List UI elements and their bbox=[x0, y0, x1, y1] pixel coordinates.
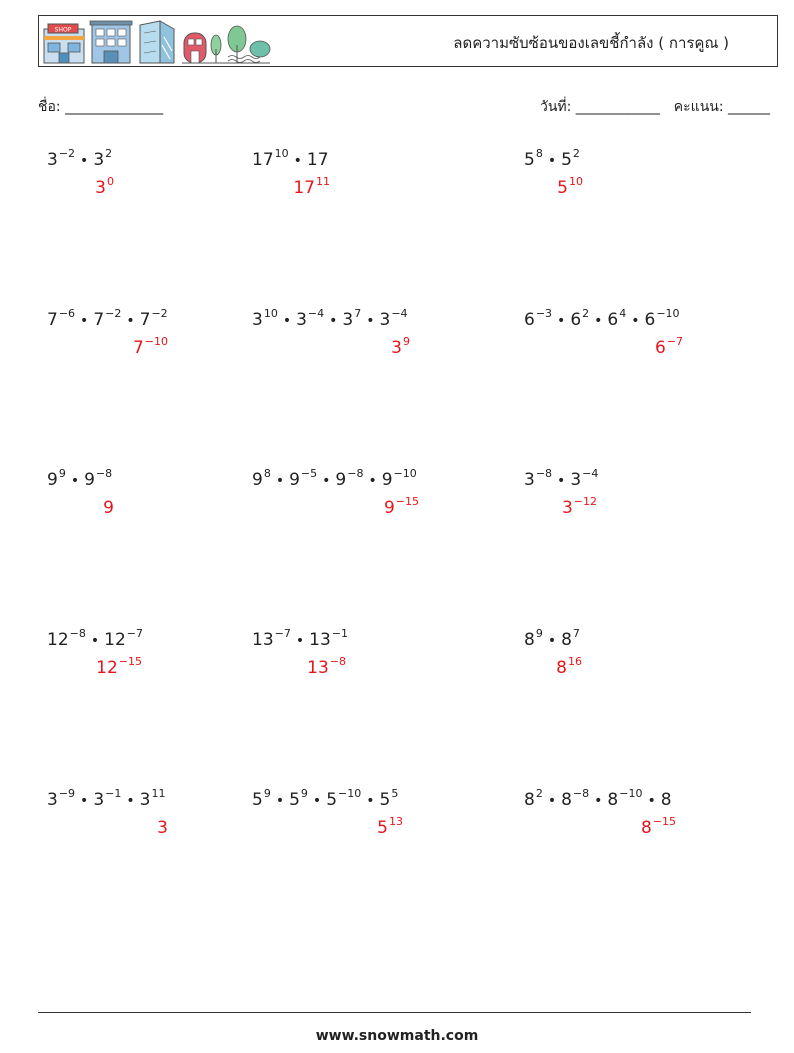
term-base: 3 bbox=[296, 310, 307, 330]
office-building-icon bbox=[90, 21, 132, 63]
problem-expression bbox=[524, 147, 580, 172]
power-term bbox=[93, 307, 122, 332]
term-exponent: −10 bbox=[338, 787, 362, 800]
power-term bbox=[644, 307, 680, 332]
answer-expression bbox=[556, 655, 582, 680]
power-term bbox=[524, 787, 543, 812]
term-base: 9 bbox=[289, 470, 300, 490]
power-term bbox=[47, 147, 76, 172]
term-exponent: −4 bbox=[391, 307, 408, 320]
term-base: 8 bbox=[607, 790, 619, 810]
power-term bbox=[379, 307, 408, 332]
power-term bbox=[296, 307, 325, 332]
term-exponent: −8 bbox=[572, 787, 590, 800]
answer-base: 7 bbox=[132, 338, 144, 358]
power-term bbox=[561, 627, 580, 652]
power-term bbox=[381, 467, 417, 492]
multiply-dot: • bbox=[126, 313, 135, 329]
answer-base: 17 bbox=[293, 178, 315, 198]
term-base: 7 bbox=[93, 310, 105, 330]
answer-expression bbox=[654, 335, 683, 360]
multiply-dot: • bbox=[366, 793, 375, 809]
multiply-dot: • bbox=[80, 313, 89, 329]
power-term bbox=[289, 787, 308, 812]
term-exponent: −5 bbox=[300, 467, 318, 480]
problem-expression bbox=[524, 307, 680, 332]
multiply-dot: • bbox=[594, 793, 603, 809]
answer-base: 5 bbox=[377, 818, 388, 838]
power-term bbox=[607, 787, 643, 812]
multiply-dot: • bbox=[312, 793, 322, 809]
term-exponent: −4 bbox=[582, 467, 599, 480]
power-term bbox=[524, 467, 553, 492]
term-exponent: −2 bbox=[58, 147, 76, 160]
term-exponent: −10 bbox=[656, 307, 680, 320]
term-base: 5 bbox=[379, 790, 391, 810]
problem-expression bbox=[47, 787, 166, 812]
answer-exponent: −8 bbox=[329, 655, 346, 668]
term-base: 3 bbox=[379, 310, 391, 330]
answer-exponent: −10 bbox=[144, 335, 168, 348]
answer-expression bbox=[293, 175, 330, 200]
answer-base: 9 bbox=[383, 498, 395, 518]
multiply-dot: • bbox=[293, 153, 302, 169]
term-base: 5 bbox=[252, 790, 263, 810]
term-base: 5 bbox=[289, 790, 300, 810]
term-base: 3 bbox=[139, 790, 151, 810]
answer-exponent: 0 bbox=[107, 175, 114, 188]
power-term bbox=[661, 790, 672, 810]
answer-exponent: −15 bbox=[118, 655, 142, 668]
problem-expression bbox=[47, 467, 113, 492]
term-exponent: −6 bbox=[58, 307, 76, 320]
answer-base: 3 bbox=[157, 818, 168, 838]
answer-base: 5 bbox=[557, 178, 568, 198]
power-term bbox=[93, 787, 122, 812]
term-exponent: 9 bbox=[263, 787, 271, 800]
power-term bbox=[252, 627, 291, 652]
multiply-dot: • bbox=[368, 473, 377, 489]
term-exponent: −10 bbox=[619, 787, 643, 800]
answer-base: 9 bbox=[103, 498, 114, 518]
term-exponent: 4 bbox=[619, 307, 627, 320]
multiply-dot: • bbox=[557, 473, 566, 489]
power-term bbox=[252, 787, 271, 812]
power-term bbox=[524, 147, 543, 172]
term-exponent: −8 bbox=[347, 467, 364, 480]
answer-expression bbox=[391, 335, 410, 360]
term-base: 3 bbox=[342, 310, 354, 330]
term-base: 5 bbox=[524, 150, 535, 170]
power-term bbox=[47, 627, 86, 652]
problem-expression bbox=[524, 627, 580, 652]
multiply-dot: • bbox=[366, 313, 375, 329]
term-exponent: −3 bbox=[535, 307, 553, 320]
worksheet-title: ลดความซับซ้อนของเลขชี้กำลัง ( การคูณ ) bbox=[453, 34, 729, 52]
answer-expression bbox=[95, 175, 114, 200]
power-term bbox=[47, 787, 76, 812]
power-term bbox=[342, 307, 362, 332]
answer-base: 12 bbox=[96, 658, 118, 678]
header-illustration bbox=[42, 19, 272, 65]
date-score-line bbox=[540, 96, 770, 118]
answer-base: 3 bbox=[95, 178, 106, 198]
answer-expression bbox=[640, 815, 676, 840]
power-term bbox=[104, 627, 143, 652]
term-exponent: 7 bbox=[572, 627, 580, 640]
answer-expression bbox=[377, 815, 403, 840]
problem-expression bbox=[47, 307, 168, 332]
term-exponent: 2 bbox=[582, 307, 590, 320]
term-exponent: 2 bbox=[572, 147, 580, 160]
term-base: 8 bbox=[561, 790, 572, 810]
term-exponent: −7 bbox=[126, 627, 143, 640]
answer-expression bbox=[132, 335, 168, 360]
term-base: 6 bbox=[644, 310, 656, 330]
answer-expression bbox=[383, 495, 419, 520]
answer-exponent: 13 bbox=[389, 815, 403, 828]
term-exponent: 2 bbox=[535, 787, 543, 800]
power-term bbox=[561, 787, 590, 812]
problem-expression bbox=[524, 467, 599, 492]
power-term bbox=[524, 307, 553, 332]
answer-exponent: 9 bbox=[403, 335, 410, 348]
term-base: 12 bbox=[47, 630, 69, 650]
term-exponent: −2 bbox=[105, 307, 122, 320]
multiply-dot: • bbox=[547, 153, 557, 169]
problem-expression bbox=[252, 467, 417, 492]
power-term bbox=[252, 307, 278, 332]
term-exponent: 8 bbox=[535, 147, 543, 160]
answer-exponent: −15 bbox=[652, 815, 676, 828]
score-field: คะแนน: ______ bbox=[673, 99, 770, 115]
multiply-dot: • bbox=[126, 793, 135, 809]
answer-base: 8 bbox=[556, 658, 567, 678]
answer-exponent: 10 bbox=[569, 175, 583, 188]
term-base: 3 bbox=[47, 790, 58, 810]
multiply-dot: • bbox=[631, 313, 640, 329]
term-base: 9 bbox=[252, 470, 263, 490]
term-base: 6 bbox=[570, 310, 582, 330]
answer-base: 3 bbox=[561, 498, 573, 518]
multiply-dot: • bbox=[90, 633, 100, 649]
term-exponent: −2 bbox=[151, 307, 168, 320]
footer-url: www.snowmath.com bbox=[315, 1028, 479, 1044]
problem-expression bbox=[47, 627, 143, 652]
power-term bbox=[84, 467, 113, 492]
term-base: 8 bbox=[660, 790, 672, 810]
term-exponent: 11 bbox=[151, 787, 166, 800]
term-exponent: −8 bbox=[535, 467, 553, 480]
term-base: 8 bbox=[524, 790, 535, 810]
term-exponent: −1 bbox=[105, 787, 122, 800]
multiply-dot: • bbox=[70, 473, 80, 489]
multiply-dot: • bbox=[275, 793, 285, 809]
answer-base: 6 bbox=[654, 338, 666, 358]
term-exponent: 5 bbox=[391, 787, 399, 800]
power-term bbox=[335, 467, 364, 492]
term-base: 8 bbox=[561, 630, 572, 650]
term-exponent: 9 bbox=[300, 787, 308, 800]
problem-expression bbox=[252, 307, 408, 332]
answer-expression bbox=[307, 655, 346, 680]
problem-expression bbox=[252, 627, 348, 652]
term-base: 3 bbox=[93, 790, 105, 810]
multiply-dot: • bbox=[557, 313, 566, 329]
power-term bbox=[524, 627, 543, 652]
problem-expression bbox=[252, 787, 399, 812]
term-base: 9 bbox=[47, 470, 58, 490]
power-term bbox=[607, 307, 627, 332]
term-exponent: 7 bbox=[354, 307, 362, 320]
answer-expression bbox=[561, 495, 597, 520]
term-exponent: −8 bbox=[95, 467, 113, 480]
term-base: 9 bbox=[84, 470, 95, 490]
term-base: 9 bbox=[381, 470, 393, 490]
power-term bbox=[289, 467, 318, 492]
term-exponent: −10 bbox=[393, 467, 417, 480]
term-base: 13 bbox=[309, 630, 331, 650]
term-base: 3 bbox=[524, 470, 535, 490]
power-term bbox=[139, 307, 168, 332]
term-exponent: 2 bbox=[105, 147, 113, 160]
answer-base: 3 bbox=[391, 338, 402, 358]
house-with-trees-icon bbox=[182, 26, 270, 63]
answer-exponent: −12 bbox=[573, 495, 597, 508]
multiply-dot: • bbox=[282, 313, 292, 329]
shop-building-icon bbox=[44, 24, 84, 63]
multiply-dot: • bbox=[295, 633, 305, 649]
answer-expression bbox=[96, 655, 142, 680]
multiply-dot: • bbox=[80, 153, 89, 169]
term-exponent: 9 bbox=[58, 467, 66, 480]
answer-expression bbox=[557, 175, 583, 200]
term-base: 8 bbox=[524, 630, 535, 650]
multiply-dot: • bbox=[594, 313, 603, 329]
footer-divider bbox=[38, 1012, 751, 1013]
date-field: วันที่: ____________ bbox=[539, 99, 660, 115]
answer-exponent: 11 bbox=[316, 175, 330, 188]
term-exponent: −7 bbox=[274, 627, 291, 640]
answer-base: 13 bbox=[307, 658, 329, 678]
worksheet-header bbox=[38, 15, 778, 67]
answer-base: 8 bbox=[640, 818, 652, 838]
answer-exponent: −15 bbox=[395, 495, 419, 508]
shop-sign-text: SHOP bbox=[54, 26, 72, 34]
power-term bbox=[309, 627, 348, 652]
term-base: 3 bbox=[570, 470, 582, 490]
power-term bbox=[379, 787, 399, 812]
term-base: 17 bbox=[252, 150, 274, 170]
term-exponent: −4 bbox=[307, 307, 325, 320]
term-base: 7 bbox=[139, 310, 151, 330]
term-base: 7 bbox=[47, 310, 58, 330]
term-exponent: 10 bbox=[274, 147, 289, 160]
problem-expression bbox=[252, 147, 329, 172]
multiply-dot: • bbox=[322, 473, 331, 489]
answer-exponent: 16 bbox=[568, 655, 582, 668]
power-term bbox=[307, 150, 329, 170]
term-base: 6 bbox=[607, 310, 619, 330]
term-base: 3 bbox=[47, 150, 58, 170]
term-exponent: −8 bbox=[69, 627, 86, 640]
problem-expression bbox=[47, 147, 113, 172]
power-term bbox=[570, 467, 599, 492]
power-term bbox=[252, 467, 271, 492]
power-term bbox=[47, 467, 66, 492]
power-term bbox=[139, 787, 166, 812]
glass-tower-icon bbox=[140, 21, 174, 63]
term-base: 6 bbox=[524, 310, 535, 330]
power-term bbox=[47, 307, 76, 332]
term-base: 12 bbox=[104, 630, 126, 650]
term-base: 9 bbox=[335, 470, 347, 490]
term-base: 5 bbox=[561, 150, 572, 170]
term-exponent: 8 bbox=[263, 467, 271, 480]
answer-exponent: −7 bbox=[666, 335, 683, 348]
term-base: 13 bbox=[252, 630, 274, 650]
multiply-dot: • bbox=[80, 793, 89, 809]
power-term bbox=[561, 147, 580, 172]
multiply-dot: • bbox=[547, 793, 557, 809]
name-field: ชื่อ: ______________ bbox=[38, 99, 164, 115]
power-term bbox=[570, 307, 590, 332]
problem-expression bbox=[524, 787, 672, 812]
power-term bbox=[93, 147, 113, 172]
term-exponent: 10 bbox=[263, 307, 278, 320]
term-base: 3 bbox=[93, 150, 105, 170]
multiply-dot: • bbox=[275, 473, 285, 489]
multiply-dot: • bbox=[647, 793, 656, 809]
term-exponent: −9 bbox=[58, 787, 76, 800]
term-base: 3 bbox=[252, 310, 263, 330]
term-base: 17 bbox=[306, 150, 329, 170]
power-term bbox=[252, 147, 289, 172]
answer-expression bbox=[103, 498, 114, 518]
term-exponent: 9 bbox=[535, 627, 543, 640]
answer-expression bbox=[157, 818, 168, 838]
term-exponent: −1 bbox=[331, 627, 348, 640]
term-base: 5 bbox=[326, 790, 338, 810]
multiply-dot: • bbox=[329, 313, 338, 329]
multiply-dot: • bbox=[547, 633, 557, 649]
power-term bbox=[326, 787, 362, 812]
